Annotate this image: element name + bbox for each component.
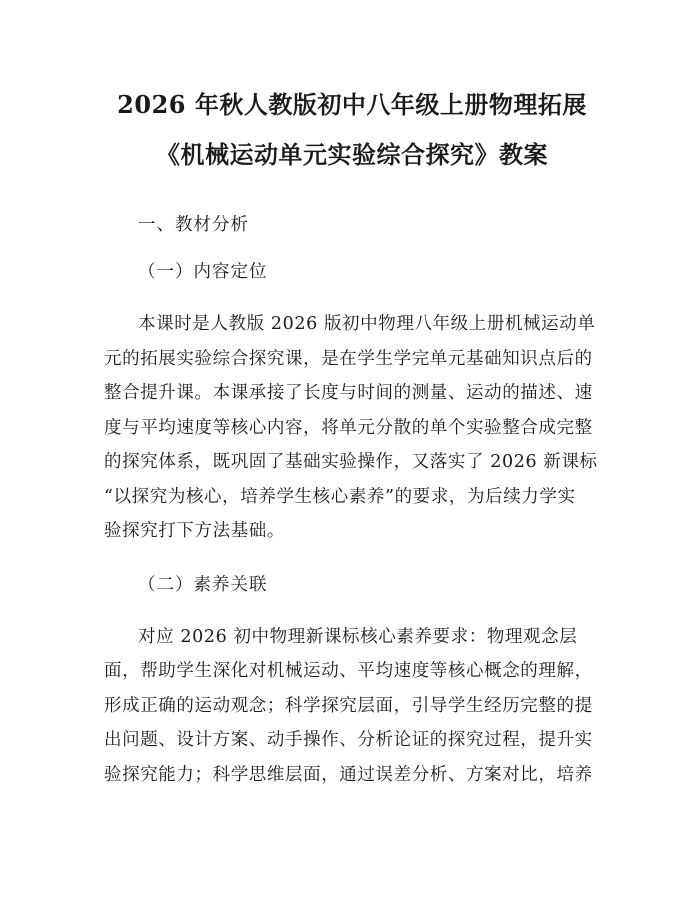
paragraph-line: 验探究能力；科学思维层面，通过误差分析、方案对比，培养 <box>104 764 593 785</box>
paragraph-content-positioning <box>104 307 600 549</box>
section-heading-teaching-material-analysis: 一、教材分析 <box>138 215 249 235</box>
paragraph-line: 验探究打下方法基础。 <box>104 521 285 541</box>
paragraph-line: 的探究体系，既巩固了基础实验操作，又落实了 2026 新课标 <box>104 452 598 472</box>
paragraph-line: 面，帮助学生深化对机械运动、平均速度等核心概念的理解， <box>104 661 593 681</box>
paragraph-line: 出问题、设计方案、动手操作、分析论证的探究过程，提升实 <box>104 730 593 750</box>
paragraph-line: 对应 2026 初中物理新课标核心素养要求：物理观念层 <box>138 626 578 647</box>
paragraph-line: 形成正确的运动观念；科学探究层面，引导学生经历完整的提 <box>104 695 593 716</box>
paragraph-line: 元的拓展实验综合探究课，是在学生学完单元基础知识点后的 <box>104 348 593 369</box>
document-title-line-2: 《机械运动单元实验综合探究》教案 <box>156 140 548 169</box>
paragraph-line: 度与平均速度等核心内容，将单元分散的单个实验整合成完整 <box>104 417 593 438</box>
paragraph-line: “以探究为核心，培养学生核心素养”的要求，为后续力学实 <box>104 486 576 507</box>
subsection-heading-literacy-association: （二）素养关联 <box>138 574 268 595</box>
paragraph-line: 本课时是人教版 2026 版初中物理八年级上册机械运动单 <box>138 314 596 334</box>
paragraph-literacy-association <box>104 620 600 793</box>
document-title-line-1: 2026 年秋人教版初中八年级上册物理拓展 <box>117 90 587 119</box>
paragraph-line: 整合提升课。本课承接了长度与时间的测量、运动的描述、速 <box>104 383 593 403</box>
subsection-heading-content-positioning: （一）内容定位 <box>138 262 268 282</box>
